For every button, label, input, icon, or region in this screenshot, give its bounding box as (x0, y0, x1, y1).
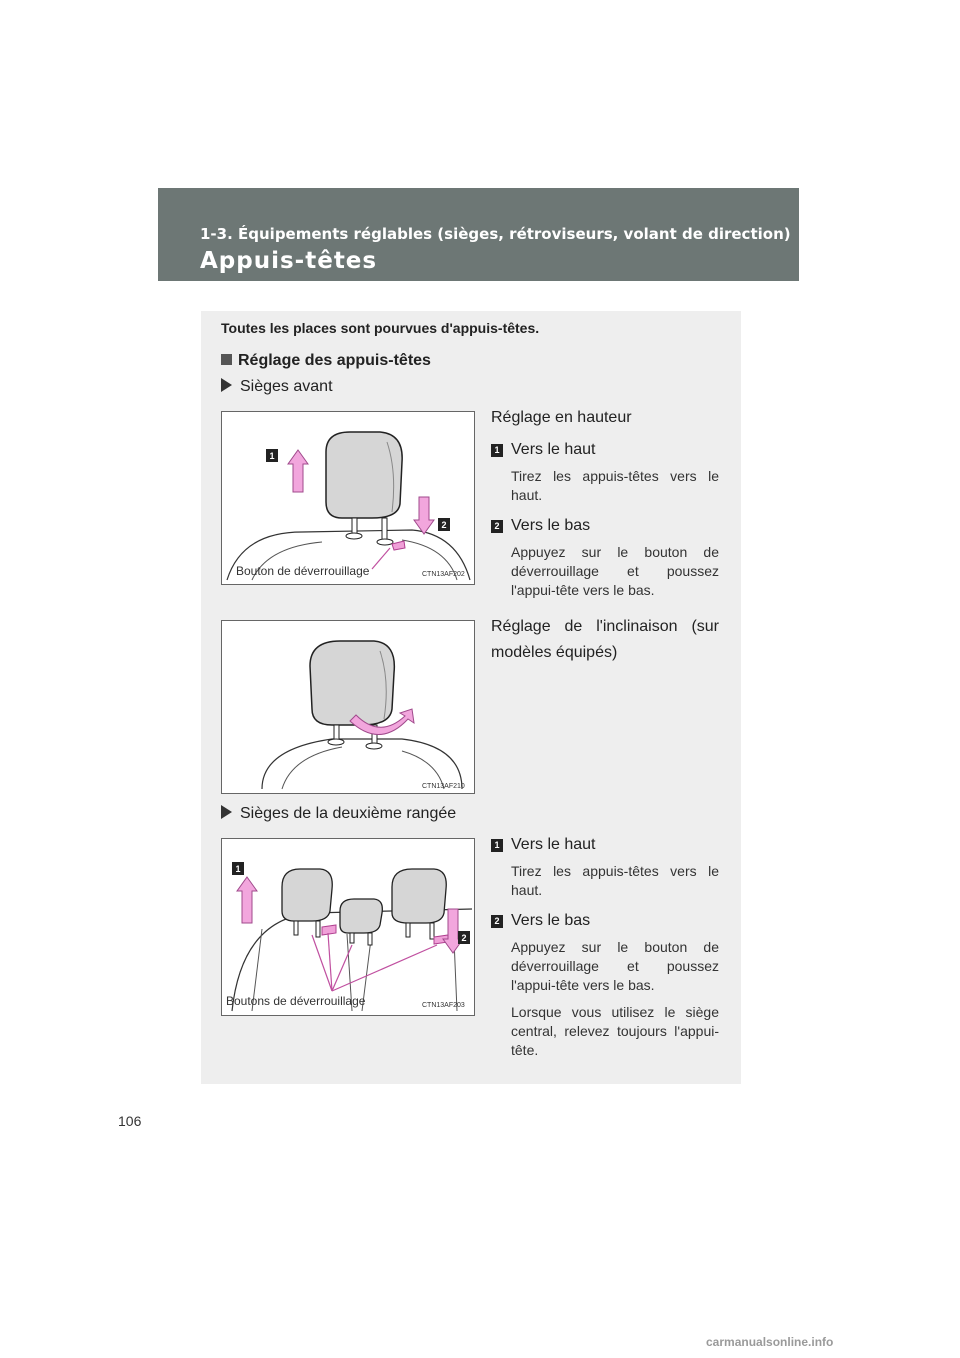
rear-step-2 (491, 912, 719, 930)
fig1-marker-2: 2 (441, 520, 447, 530)
rear-step-1 (491, 836, 719, 854)
subheading (221, 352, 431, 370)
step-label: Vers le bas (511, 517, 591, 534)
tilt-instructions (491, 614, 719, 666)
page-header (158, 188, 799, 281)
step-desc: Tirez les appuis-têtes vers le haut. (511, 468, 719, 503)
triangle-bullet-icon (221, 378, 232, 392)
subheading-label: Réglage des appuis-têtes (238, 352, 431, 369)
fig3-marker-1: 1 (235, 864, 241, 874)
step-label: Vers le bas (511, 912, 591, 929)
step-number: 2 (491, 520, 503, 533)
content-panel (201, 311, 741, 1084)
step-number: 1 (491, 444, 503, 457)
front-instructions (491, 405, 719, 600)
fig3-code: CTN13AF203 (422, 1002, 465, 1009)
tilt-title: Réglage de l'inclinaison (sur modèles équipés) (491, 618, 719, 661)
page-number: 106 (118, 1113, 142, 1129)
fig1-code: CTN13AF202 (422, 571, 465, 578)
fig1-marker-1: 1 (269, 451, 275, 461)
watermark: carmanualsonline.info (706, 1335, 834, 1349)
figure-front-tilt (221, 620, 475, 794)
square-bullet-icon (221, 354, 232, 365)
fig2-code: CTN13AF210 (422, 783, 465, 790)
figure-rear (221, 838, 475, 1016)
rear-instructions (491, 826, 719, 1060)
step-desc: Appuyez sur le bouton de déverrouillage et poussez l'appui-tête vers le bas. (511, 939, 719, 993)
height-title: Réglage en hauteur (491, 409, 632, 426)
fig3-caption: Boutons de déverrouillage (226, 994, 366, 1008)
front-step-1 (491, 441, 719, 459)
rear-seats-label: Sièges de la deuxième rangée (240, 805, 457, 822)
section-title: 1-3. Équipements réglables (sièges, rétroviseurs, volant de direction) (200, 225, 791, 243)
page-title: Appuis-têtes (200, 248, 378, 274)
step-desc: Appuyez sur le bouton de déverrouillage et poussez l'appui-tête vers le bas. (511, 544, 719, 598)
step-desc: Tirez les appuis-têtes vers le haut. (511, 863, 719, 898)
triangle-bullet-icon (221, 805, 232, 819)
fig1-caption: Bouton de déverrouillage (236, 564, 370, 578)
front-seats-heading (221, 378, 333, 396)
step-label: Vers le haut (511, 836, 596, 853)
figure-front-height (221, 411, 475, 585)
step-number: 2 (491, 915, 503, 928)
step-number: 1 (491, 839, 503, 852)
step-note: Lorsque vous utilisez le siège central, relevez toujours l'appui-tête. (511, 1004, 719, 1058)
step-label: Vers le haut (511, 441, 596, 458)
intro-text: Toutes les places sont pourvues d'appuis-têtes. (221, 320, 540, 336)
rear-seats-heading (221, 805, 456, 823)
front-step-2 (491, 517, 719, 535)
front-seats-label: Sièges avant (240, 378, 333, 395)
fig3-marker-2: 2 (461, 933, 467, 943)
